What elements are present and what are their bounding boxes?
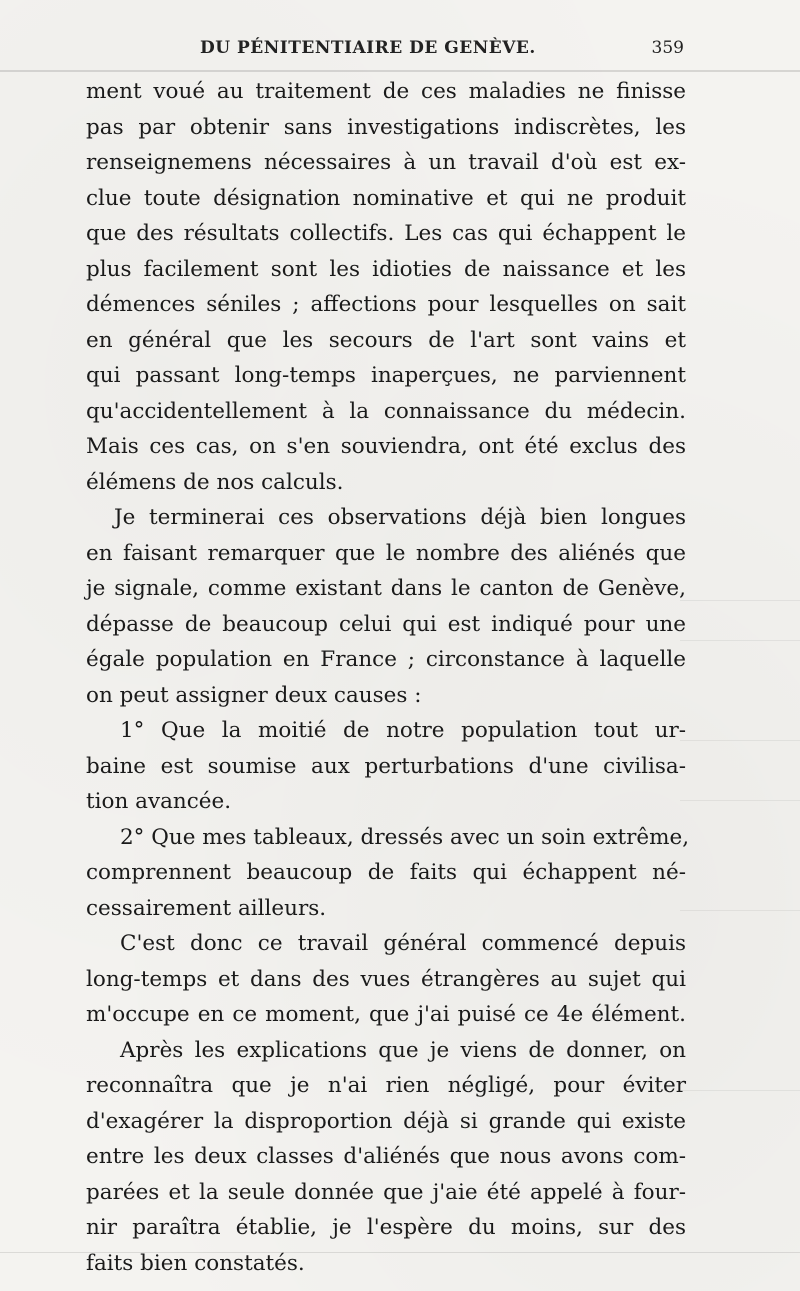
text-line: en général que les secours de l'art sont vains et [86, 327, 686, 353]
bleed-through-line [680, 640, 800, 641]
text-line: plus facilement sont les idioties de naissance et les [86, 256, 686, 282]
text-line: pas par obtenir sans investigations indiscrètes, les [86, 114, 686, 140]
text-line: cessairement ailleurs. [86, 895, 327, 921]
bleed-through-line [680, 910, 800, 911]
text-line: démences séniles ; affections pour lesquelles on sait [86, 292, 686, 317]
text-line: égale population en France ; circonstance à laquelle [86, 647, 686, 672]
text-line: élémens de nos calculs. [86, 469, 344, 495]
text-line: ment voué au traitement de ces maladies ne finisse [86, 79, 686, 104]
text-line: qui passant long-temps inaperçues, ne parviennent [86, 363, 686, 388]
text-line: 2° Que mes tableaux, dressés avec un soin extrême, [120, 824, 690, 850]
text-line: comprennent beaucoup de faits qui échappent né- [86, 860, 686, 885]
text-line: faits bien constatés. [86, 1250, 305, 1276]
bleed-through-line [680, 600, 800, 601]
text-line: entre les deux classes d'aliénés que nous avons com- [86, 1144, 686, 1169]
text-line: Je terminerai ces observations déjà bien longues [114, 505, 686, 530]
text-line: nir paraîtra établie, je l'espère du moins, sur des [86, 1215, 686, 1240]
text-line: C'est donc ce travail général commencé depuis [120, 931, 686, 956]
bottom-rule [0, 1252, 800, 1253]
bleed-through-line [680, 1090, 800, 1091]
text-line: que des résultats collectifs. Les cas qui échappent le [86, 221, 686, 246]
text-line: renseignemens nécessaires à un travail d'où est ex- [86, 150, 686, 175]
text-line: Mais ces cas, on s'en souviendra, ont été exclus des [86, 434, 686, 459]
text-line: en faisant remarquer que le nombre des aliénés que [86, 540, 686, 566]
page-header [88, 38, 684, 62]
running-title: DU PÉNITENTIAIRE DE GENÈVE. [200, 38, 536, 58]
text-line: parées et la seule donnée que j'aie été appelé à four- [86, 1179, 686, 1205]
page-number: 359 [651, 38, 684, 58]
body-text [86, 74, 690, 1281]
text-line: on peut assigner deux causes : [86, 682, 422, 708]
header-rule [0, 70, 800, 72]
text-line: long-temps et dans des vues étrangères au sujet qui [86, 966, 686, 992]
bleed-through-line [680, 740, 800, 741]
text-line: clue toute désignation nominative et qui ne produit [86, 185, 686, 211]
text-line: tion avancée. [86, 789, 232, 814]
text-line: je signale, comme existant dans le canton de Genève, [86, 576, 686, 601]
text-line: d'exagérer la disproportion déjà si grande qui existe [86, 1108, 686, 1134]
text-line: m'occupe en ce moment, que j'ai puisé ce 4e élément. [86, 1002, 686, 1027]
text-line: Après les explications que je viens de donner, on [120, 1037, 686, 1063]
bleed-through-line [680, 800, 800, 801]
text-line: dépasse de beaucoup celui qui est indiqué pour une [86, 611, 686, 637]
text-line: qu'accidentellement à la connaissance du médecin. [86, 398, 686, 424]
text-line: 1° Que la moitié de notre population tout ur- [120, 718, 686, 743]
text-line: baine est soumise aux perturbations d'une civilisa- [86, 753, 686, 779]
text-line: reconnaîtra que je n'ai rien négligé, pour éviter [86, 1073, 686, 1098]
